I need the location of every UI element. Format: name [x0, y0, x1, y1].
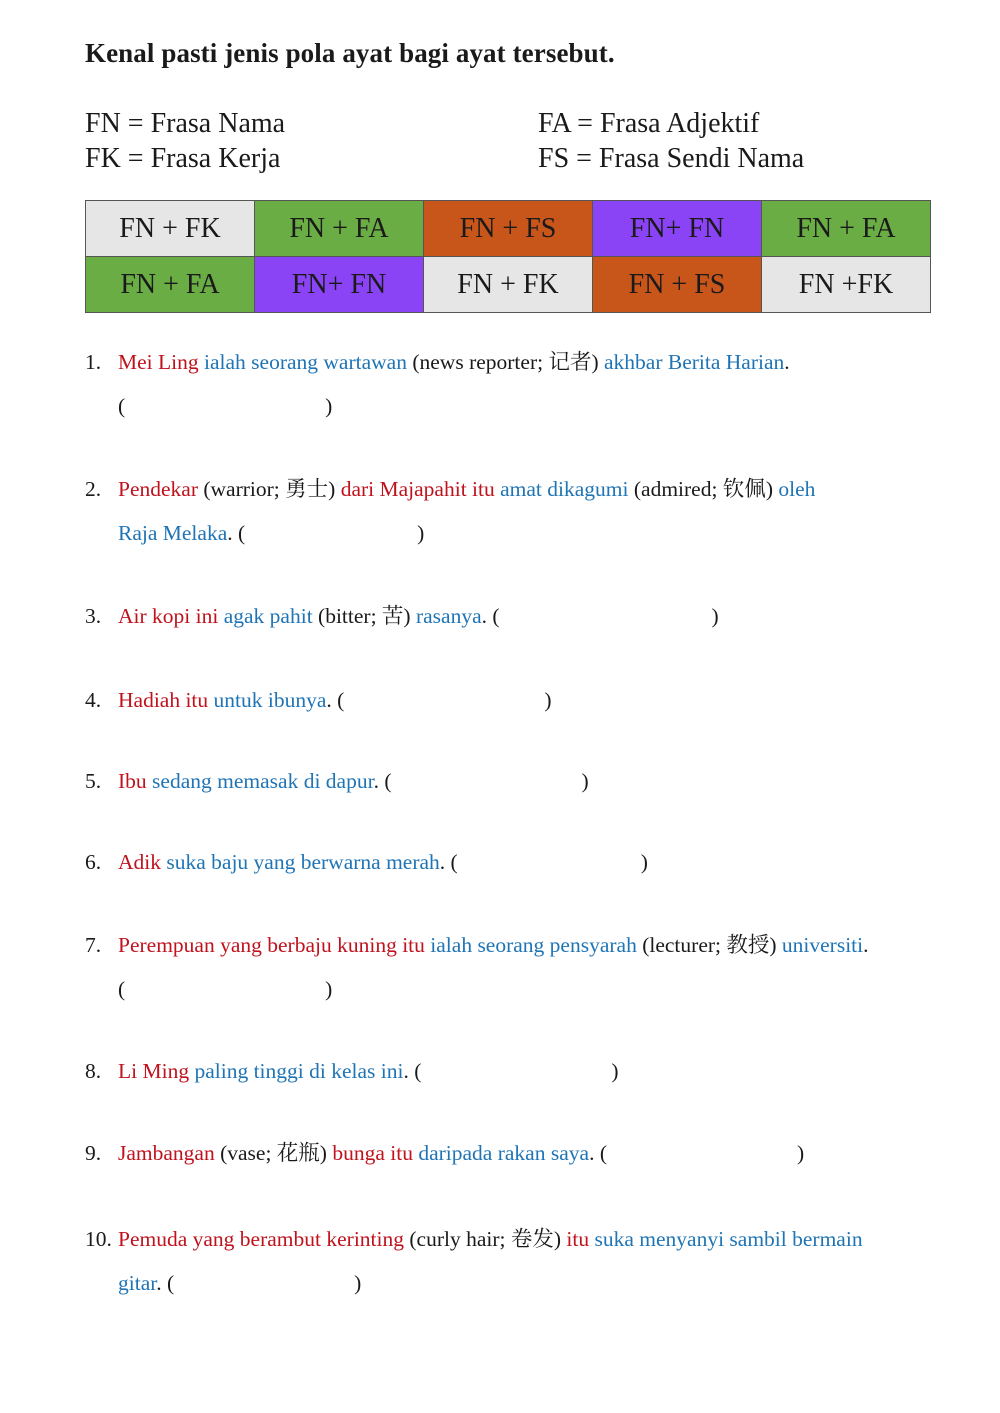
predicate-phrase: ialah seorang pensyarah [430, 933, 637, 957]
question-line [118, 840, 965, 884]
subject-phrase: Hadiah itu [118, 688, 209, 712]
legend-fn: FN = Frasa Nama [85, 108, 286, 139]
answer-option-cell: FN + FK [424, 257, 593, 313]
question-number: 4. [85, 688, 102, 712]
question-number: 2. [85, 477, 102, 501]
question-number: 9. [85, 1141, 102, 1165]
answer-open-paren: ( [118, 394, 126, 418]
question-item [85, 1217, 965, 1305]
answer-option-cell: FN + FA [86, 257, 255, 313]
answer-close-paren: ) [711, 604, 719, 628]
sentence-text: (vase; 花瓶) [214, 1141, 333, 1165]
answer-close-paren: ) [640, 850, 648, 874]
predicate-phrase: rasanya [415, 604, 482, 628]
answer-option-cell: FN+ FN [593, 201, 762, 257]
answer-option-cell: FN + FS [424, 201, 593, 257]
question-line [118, 923, 965, 967]
question-item [85, 678, 965, 722]
predicate-phrase: untuk ibunya [213, 688, 327, 712]
legend-fk: FK = Frasa Kerja [85, 143, 281, 174]
question-line [118, 511, 965, 555]
answer-option-cell: FN+ FN [255, 257, 424, 313]
question-number: 6. [85, 850, 102, 874]
question-item [85, 1131, 965, 1175]
predicate-phrase: oleh [778, 477, 816, 501]
answer-open-paren: ( [118, 977, 126, 1001]
question-item [85, 923, 965, 1011]
answer-line [118, 384, 965, 428]
answer-close-paren: ) [325, 394, 333, 418]
answer-close-paren: ) [354, 1271, 362, 1295]
subject-phrase: bunga itu [332, 1141, 413, 1165]
sentence-text: . ( [373, 769, 392, 793]
question-line [118, 594, 965, 638]
question-item [85, 759, 965, 803]
subject-phrase: Li Ming [118, 1059, 190, 1083]
legend-fs: FS = Frasa Sendi Nama [538, 143, 805, 174]
sentence-text: . [863, 933, 869, 957]
predicate-phrase: amat dikagumi [500, 477, 629, 501]
answer-close-paren: ) [325, 977, 333, 1001]
question-line [118, 1261, 965, 1305]
sentence-text: (admired; 钦佩) [628, 477, 779, 501]
question-line [118, 759, 965, 803]
subject-phrase: Perempuan yang berbaju kuning itu [118, 933, 425, 957]
answer-options-table [85, 200, 931, 313]
question-line [118, 1049, 965, 1093]
sentence-text: . ( [227, 521, 246, 545]
predicate-phrase: Raja Melaka [118, 521, 228, 545]
question-line [118, 1217, 965, 1261]
table-row [86, 257, 931, 313]
question-number: 10. [85, 1227, 112, 1251]
answer-line [118, 967, 965, 1011]
question-line [118, 467, 965, 511]
subject-phrase: Jambangan [118, 1141, 215, 1165]
question-line [118, 678, 965, 722]
answer-close-paren: ) [581, 769, 589, 793]
question-number: 8. [85, 1059, 102, 1083]
subject-phrase: Air kopi ini [118, 604, 219, 628]
sentence-text: . ( [156, 1271, 175, 1295]
predicate-phrase: paling tinggi di kelas ini [194, 1059, 404, 1083]
subject-phrase: Ibu [118, 769, 147, 793]
sentence-text: . ( [403, 1059, 422, 1083]
question-item [85, 840, 965, 884]
predicate-phrase: ialah seorang wartawan [204, 350, 407, 374]
answer-close-paren: ) [611, 1059, 619, 1083]
question-item [85, 340, 965, 428]
question-item [85, 467, 965, 555]
sentence-text: . ( [589, 1141, 607, 1165]
question-line [118, 1131, 965, 1175]
predicate-phrase: suka menyanyi sambil bermain [594, 1227, 863, 1251]
question-line [118, 340, 965, 384]
question-number: 5. [85, 769, 102, 793]
sentence-text: . ( [481, 604, 500, 628]
answer-option-cell: FN + FK [86, 201, 255, 257]
predicate-phrase: universiti [781, 933, 864, 957]
sentence-text: (lecturer; 教授) [636, 933, 782, 957]
subject-phrase: dari Majapahit itu [340, 477, 495, 501]
predicate-phrase: suka baju yang berwarna merah [166, 850, 440, 874]
predicate-phrase: sedang memasak di dapur [152, 769, 374, 793]
sentence-text: . [784, 350, 790, 374]
legend-fa: FA = Frasa Adjektif [538, 108, 760, 139]
answer-option-cell: FN + FA [762, 201, 931, 257]
subject-phrase: Mei Ling [118, 350, 199, 374]
sentence-text: (bitter; 苦) [312, 604, 416, 628]
sentence-text: (news reporter; 记者) [406, 350, 604, 374]
answer-close-paren: ) [796, 1141, 805, 1165]
predicate-phrase: daripada rakan saya [418, 1141, 590, 1165]
answer-close-paren: ) [544, 688, 552, 712]
answer-option-cell: FN +FK [762, 257, 931, 313]
table-row [86, 201, 931, 257]
predicate-phrase: akhbar Berita Harian [604, 350, 785, 374]
answer-option-cell: FN + FA [255, 201, 424, 257]
question-item [85, 594, 965, 638]
answer-close-paren: ) [417, 521, 425, 545]
sentence-text: . ( [326, 688, 345, 712]
subject-phrase: itu [566, 1227, 590, 1251]
predicate-phrase: agak pahit [223, 604, 313, 628]
predicate-phrase: gitar [118, 1271, 157, 1295]
question-number: 7. [85, 933, 102, 957]
sentence-text: (warrior; 勇士) [198, 477, 341, 501]
subject-phrase: Pemuda yang berambut kerinting [118, 1227, 404, 1251]
sentence-text: . ( [439, 850, 458, 874]
question-item [85, 1049, 965, 1093]
answer-option-cell: FN + FS [593, 257, 762, 313]
question-number: 1. [85, 350, 102, 374]
question-number: 3. [85, 604, 102, 628]
page-title: Kenal pasti jenis pola ayat bagi ayat tersebut. [85, 38, 615, 68]
subject-phrase: Adik [118, 850, 161, 874]
sentence-text: (curly hair; 卷发) [404, 1227, 567, 1251]
subject-phrase: Pendekar [118, 477, 198, 501]
